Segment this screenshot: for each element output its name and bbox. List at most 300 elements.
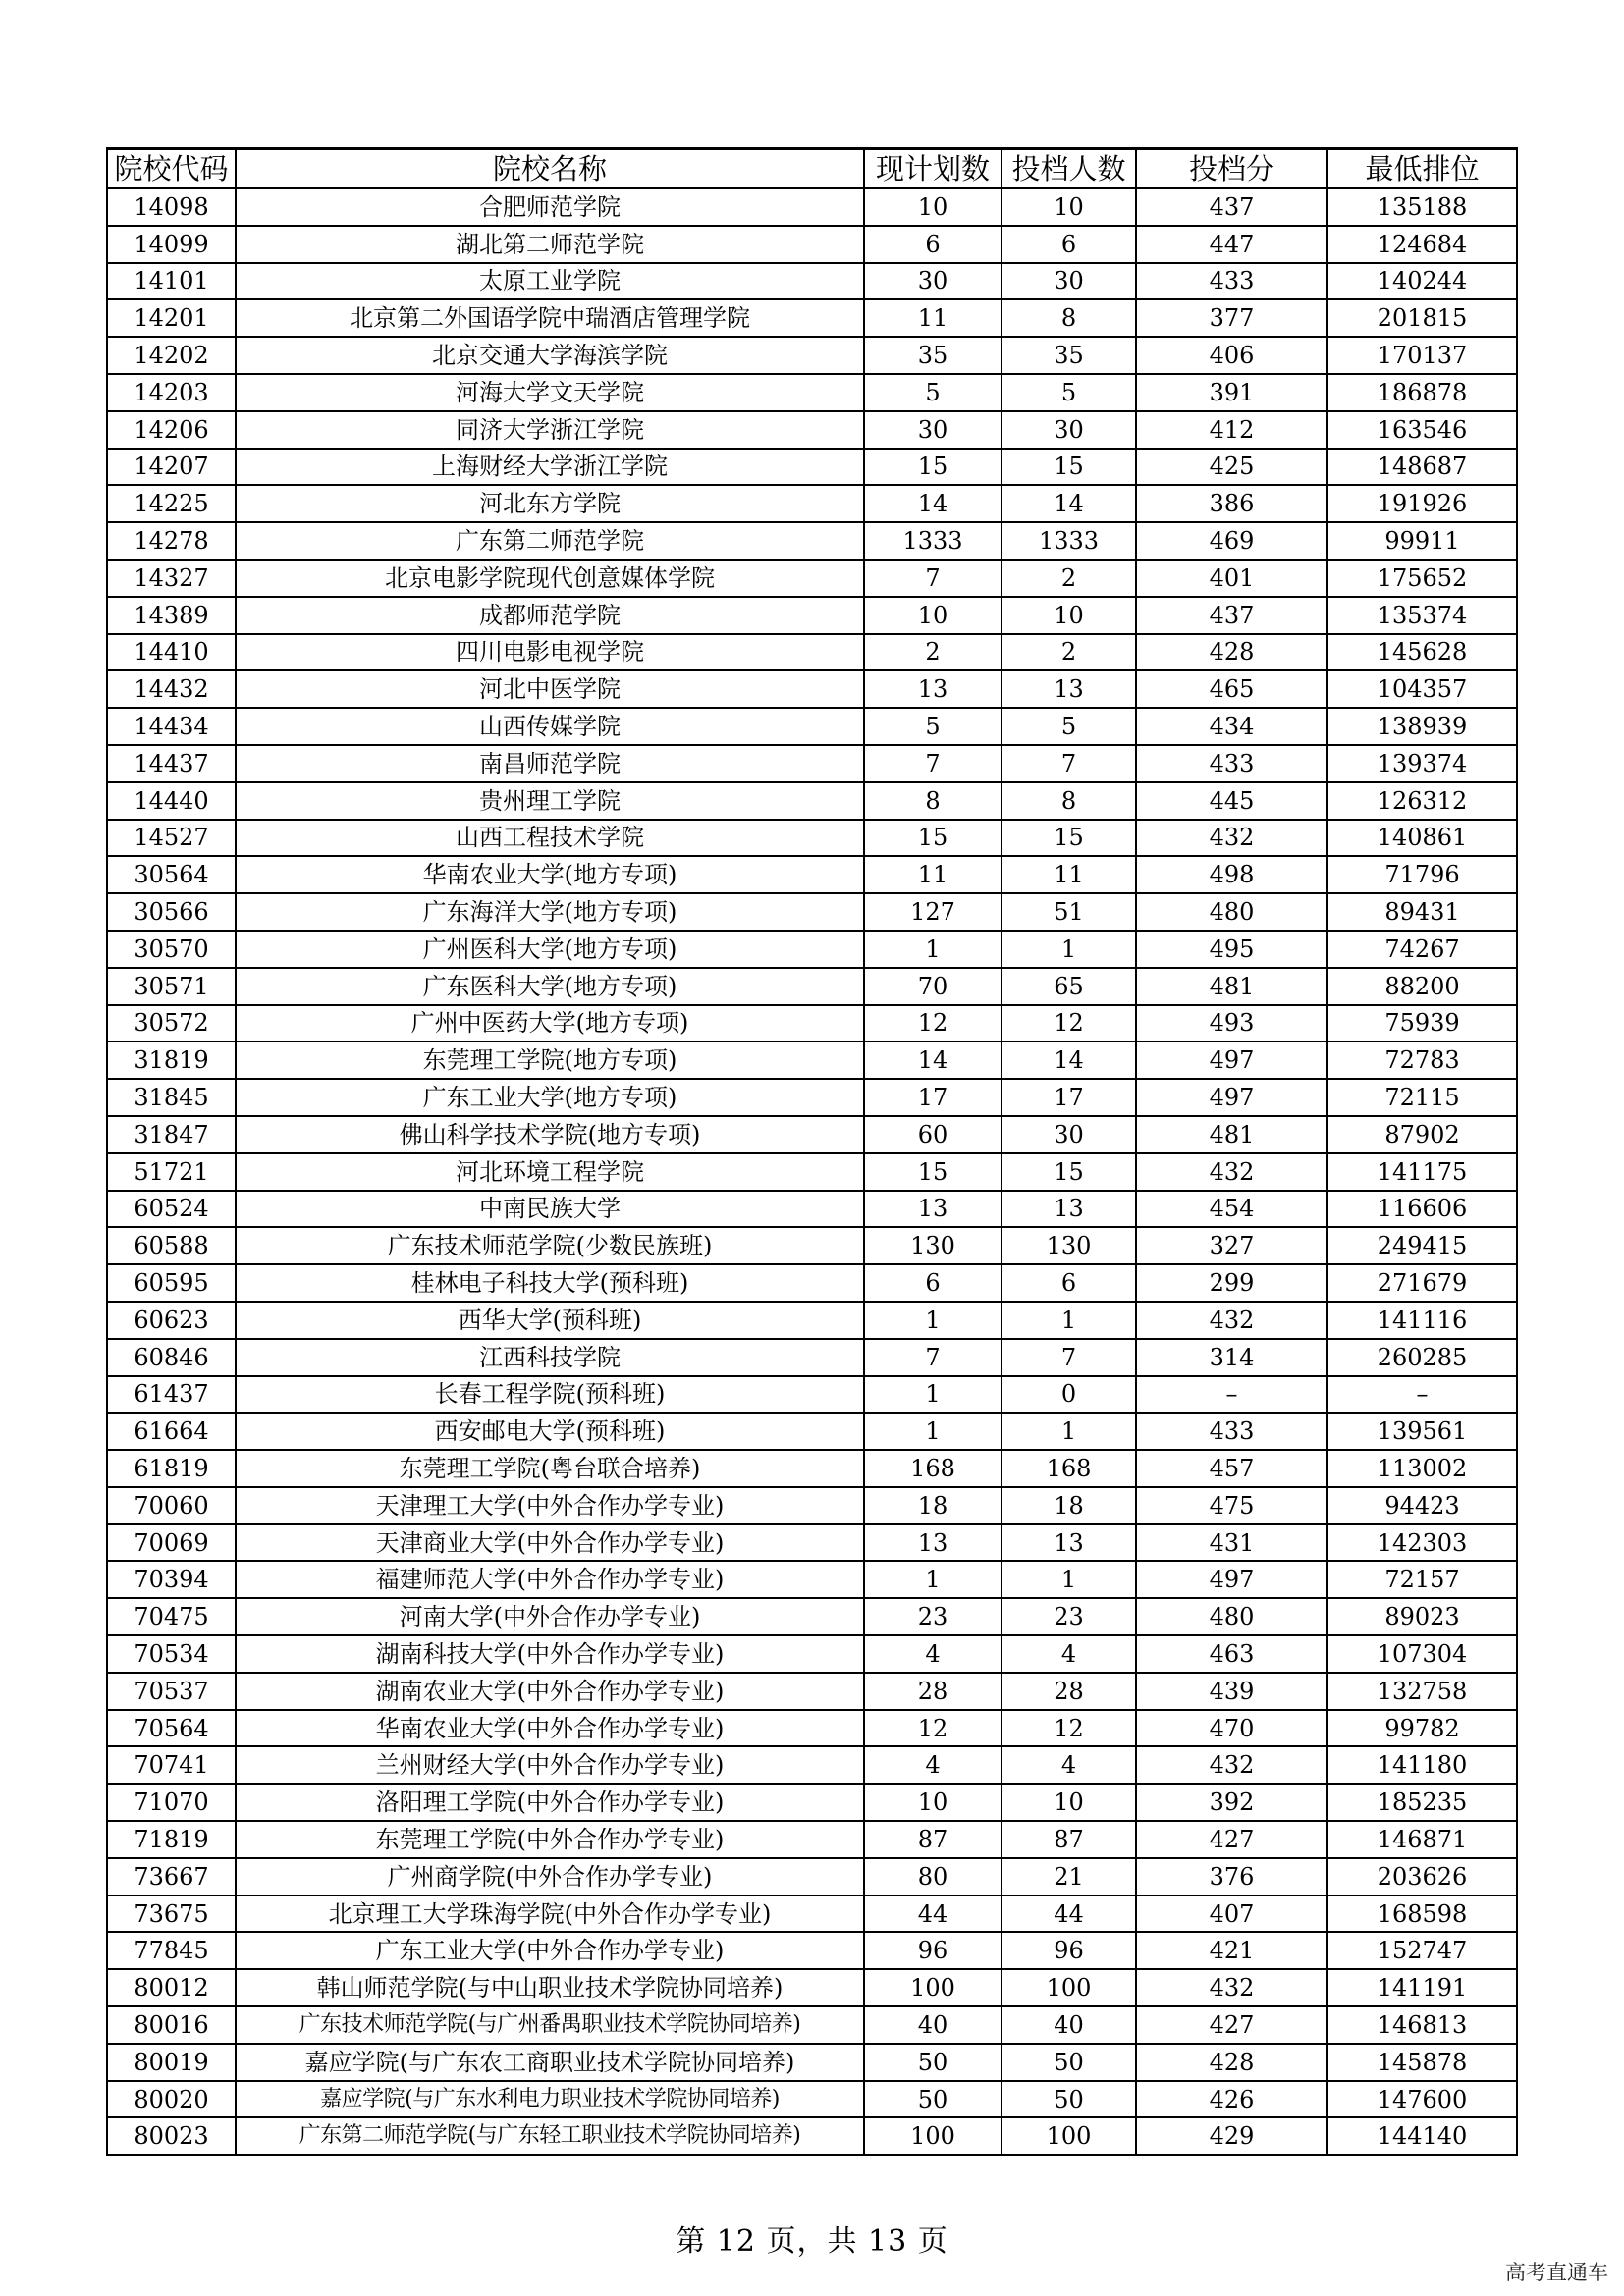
cell-score: 377 <box>1136 299 1327 337</box>
cell-rank: 203626 <box>1327 1858 1517 1896</box>
cell-score: 327 <box>1136 1227 1327 1264</box>
cell-rank: 139374 <box>1327 745 1517 782</box>
cell-admitted: 17 <box>1001 1079 1136 1116</box>
table-row <box>107 1079 1517 1116</box>
cell-name: 广东工业大学(中外合作办学专业) <box>236 1932 864 1969</box>
cell-rank: 132758 <box>1327 1673 1517 1710</box>
cell-code: 14099 <box>107 226 236 263</box>
cell-admitted: 130 <box>1001 1227 1136 1264</box>
cell-admitted: 5 <box>1001 708 1136 745</box>
cell-code: 14278 <box>107 522 236 560</box>
cell-rank: 260285 <box>1327 1339 1517 1376</box>
cell-code: 14225 <box>107 485 236 522</box>
cell-score: 480 <box>1136 1598 1327 1635</box>
cell-code: 70537 <box>107 1673 236 1710</box>
table-row <box>107 1561 1517 1598</box>
cell-admitted: 50 <box>1001 2044 1136 2081</box>
cell-name: 广州医科大学(地方专项) <box>236 931 864 968</box>
cell-code: 71819 <box>107 1821 236 1858</box>
cell-score: 425 <box>1136 449 1327 486</box>
cell-name: 河南大学(中外合作办学专业) <box>236 1598 864 1635</box>
cell-code: 30572 <box>107 1005 236 1042</box>
cell-score: 432 <box>1136 1746 1327 1784</box>
cell-plan: 100 <box>864 2117 1001 2155</box>
cell-rank: 271679 <box>1327 1264 1517 1302</box>
cell-name: 山西传媒学院 <box>236 708 864 745</box>
table-row <box>107 1673 1517 1710</box>
cell-code: 70741 <box>107 1746 236 1784</box>
cell-rank: 141175 <box>1327 1153 1517 1191</box>
cell-rank: 201815 <box>1327 299 1517 337</box>
cell-score: 481 <box>1136 1116 1327 1153</box>
cell-score: 431 <box>1136 1524 1327 1562</box>
cell-plan: 127 <box>864 893 1001 931</box>
cell-name: 山西工程技术学院 <box>236 820 864 857</box>
table-row <box>107 1376 1517 1414</box>
cell-plan: 11 <box>864 856 1001 893</box>
cell-admitted: 2 <box>1001 634 1136 671</box>
cell-code: 70394 <box>107 1561 236 1598</box>
cell-admitted: 12 <box>1001 1710 1136 1747</box>
cell-admitted: 40 <box>1001 2006 1136 2044</box>
table-row <box>107 1227 1517 1264</box>
cell-admitted: 13 <box>1001 1191 1136 1228</box>
cell-plan: 17 <box>864 1079 1001 1116</box>
table-row <box>107 1858 1517 1896</box>
cell-admitted: 6 <box>1001 1264 1136 1302</box>
cell-score: 376 <box>1136 1858 1327 1896</box>
cell-admitted: 65 <box>1001 968 1136 1005</box>
cell-score: 421 <box>1136 1932 1327 1969</box>
cell-rank: 71796 <box>1327 856 1517 893</box>
cell-rank: 124684 <box>1327 226 1517 263</box>
cell-admitted: 15 <box>1001 1153 1136 1191</box>
cell-score: 386 <box>1136 485 1327 522</box>
cell-admitted: 1 <box>1001 1302 1136 1339</box>
cell-rank: 72783 <box>1327 1041 1517 1079</box>
cell-plan: 1 <box>864 1302 1001 1339</box>
header-code: 院校代码 <box>107 149 236 189</box>
cell-name: 河北东方学院 <box>236 485 864 522</box>
cell-name: 广东医科大学(地方专项) <box>236 968 864 1005</box>
cell-plan: 50 <box>864 2044 1001 2081</box>
cell-rank: – <box>1327 1376 1517 1414</box>
cell-admitted: 23 <box>1001 1598 1136 1635</box>
cell-admitted: 8 <box>1001 299 1136 337</box>
cell-score: 437 <box>1136 188 1327 226</box>
cell-name: 中南民族大学 <box>236 1191 864 1228</box>
cell-score: 497 <box>1136 1561 1327 1598</box>
cell-rank: 99782 <box>1327 1710 1517 1747</box>
cell-admitted: 10 <box>1001 1784 1136 1821</box>
cell-rank: 142303 <box>1327 1524 1517 1562</box>
cell-plan: 30 <box>864 263 1001 300</box>
cell-code: 14410 <box>107 634 236 671</box>
cell-name: 广州中医药大学(地方专项) <box>236 1005 864 1042</box>
cell-plan: 12 <box>864 1710 1001 1747</box>
cell-score: 497 <box>1136 1041 1327 1079</box>
cell-rank: 191926 <box>1327 485 1517 522</box>
cell-score: 481 <box>1136 968 1327 1005</box>
cell-plan: 30 <box>864 411 1001 449</box>
cell-admitted: 168 <box>1001 1450 1136 1487</box>
cell-rank: 147600 <box>1327 2081 1517 2118</box>
cell-score: 434 <box>1136 708 1327 745</box>
table-row <box>107 522 1517 560</box>
table-row <box>107 1264 1517 1302</box>
cell-name: 华南农业大学(中外合作办学专业) <box>236 1710 864 1747</box>
cell-plan: 6 <box>864 1264 1001 1302</box>
cell-plan: 12 <box>864 1005 1001 1042</box>
cell-code: 31845 <box>107 1079 236 1116</box>
cell-name: 嘉应学院(与广东农工商职业技术学院协同培养) <box>236 2044 864 2081</box>
cell-rank: 146871 <box>1327 1821 1517 1858</box>
cell-score: 412 <box>1136 411 1327 449</box>
cell-admitted: 30 <box>1001 263 1136 300</box>
cell-score: 495 <box>1136 931 1327 968</box>
cell-rank: 185235 <box>1327 1784 1517 1821</box>
cell-admitted: 10 <box>1001 597 1136 634</box>
cell-rank: 74267 <box>1327 931 1517 968</box>
cell-rank: 141180 <box>1327 1746 1517 1784</box>
cell-name: 上海财经大学浙江学院 <box>236 449 864 486</box>
cell-plan: 15 <box>864 449 1001 486</box>
table-row <box>107 411 1517 449</box>
cell-code: 71070 <box>107 1784 236 1821</box>
table-row <box>107 1413 1517 1450</box>
cell-admitted: 2 <box>1001 560 1136 597</box>
cell-score: 433 <box>1136 263 1327 300</box>
cell-code: 31819 <box>107 1041 236 1079</box>
cell-plan: 28 <box>864 1673 1001 1710</box>
cell-admitted: 13 <box>1001 670 1136 708</box>
cell-code: 14527 <box>107 820 236 857</box>
cell-code: 14203 <box>107 374 236 411</box>
cell-plan: 18 <box>864 1487 1001 1524</box>
cell-rank: 144140 <box>1327 2117 1517 2155</box>
cell-admitted: 96 <box>1001 1932 1136 1969</box>
cell-plan: 5 <box>864 708 1001 745</box>
cell-code: 30570 <box>107 931 236 968</box>
cell-code: 14201 <box>107 299 236 337</box>
cell-admitted: 13 <box>1001 1524 1136 1562</box>
cell-name: 东莞理工学院(粤台联合培养) <box>236 1450 864 1487</box>
cell-name: 四川电影电视学院 <box>236 634 864 671</box>
cell-code: 14432 <box>107 670 236 708</box>
cell-plan: 7 <box>864 745 1001 782</box>
cell-rank: 163546 <box>1327 411 1517 449</box>
cell-name: 北京交通大学海滨学院 <box>236 337 864 374</box>
header-rank: 最低排位 <box>1327 149 1517 189</box>
cell-code: 80016 <box>107 2006 236 2044</box>
cell-admitted: 1 <box>1001 1413 1136 1450</box>
cell-plan: 10 <box>864 1784 1001 1821</box>
table-row <box>107 1450 1517 1487</box>
cell-rank: 168598 <box>1327 1896 1517 1933</box>
table-row <box>107 1487 1517 1524</box>
cell-name: 北京第二外国语学院中瑞酒店管理学院 <box>236 299 864 337</box>
cell-admitted: 4 <box>1001 1635 1136 1673</box>
cell-score: 480 <box>1136 893 1327 931</box>
cell-rank: 104357 <box>1327 670 1517 708</box>
cell-score: 392 <box>1136 1784 1327 1821</box>
cell-score: 433 <box>1136 1413 1327 1450</box>
cell-plan: 44 <box>864 1896 1001 1933</box>
table-row <box>107 1116 1517 1153</box>
cell-code: 30571 <box>107 968 236 1005</box>
cell-rank: 141116 <box>1327 1302 1517 1339</box>
cell-code: 60595 <box>107 1264 236 1302</box>
cell-admitted: 1 <box>1001 1561 1136 1598</box>
table-row <box>107 1896 1517 1933</box>
cell-admitted: 10 <box>1001 188 1136 226</box>
cell-rank: 99911 <box>1327 522 1517 560</box>
cell-score: 433 <box>1136 745 1327 782</box>
admission-table <box>106 147 1518 2156</box>
table-row <box>107 968 1517 1005</box>
cell-plan: 8 <box>864 782 1001 820</box>
cell-name: 河北环境工程学院 <box>236 1153 864 1191</box>
cell-score: 469 <box>1136 522 1327 560</box>
table-row <box>107 670 1517 708</box>
cell-name: 嘉应学院(与广东水利电力职业技术学院协同培养) <box>236 2081 864 2118</box>
cell-code: 60623 <box>107 1302 236 1339</box>
cell-rank: 170137 <box>1327 337 1517 374</box>
cell-name: 华南农业大学(地方专项) <box>236 856 864 893</box>
table-row <box>107 1339 1517 1376</box>
cell-plan: 40 <box>864 2006 1001 2044</box>
cell-admitted: 87 <box>1001 1821 1136 1858</box>
cell-score: 439 <box>1136 1673 1327 1710</box>
cell-name: 西华大学(预科班) <box>236 1302 864 1339</box>
cell-code: 70069 <box>107 1524 236 1562</box>
cell-admitted: 30 <box>1001 1116 1136 1153</box>
cell-admitted: 4 <box>1001 1746 1136 1784</box>
cell-name: 成都师范学院 <box>236 597 864 634</box>
cell-code: 14437 <box>107 745 236 782</box>
table-row <box>107 1932 1517 1969</box>
table-row <box>107 337 1517 374</box>
cell-plan: 70 <box>864 968 1001 1005</box>
cell-score: 427 <box>1136 2006 1327 2044</box>
cell-code: 80019 <box>107 2044 236 2081</box>
cell-score: 299 <box>1136 1264 1327 1302</box>
cell-name: 江西科技学院 <box>236 1339 864 1376</box>
cell-score: 432 <box>1136 1153 1327 1191</box>
table-row <box>107 226 1517 263</box>
cell-plan: 7 <box>864 1339 1001 1376</box>
table-row <box>107 1710 1517 1747</box>
cell-plan: 50 <box>864 2081 1001 2118</box>
cell-plan: 1 <box>864 1413 1001 1450</box>
table-row <box>107 2006 1517 2044</box>
table-row <box>107 1302 1517 1339</box>
cell-rank: 152747 <box>1327 1932 1517 1969</box>
cell-code: 60524 <box>107 1191 236 1228</box>
cell-admitted: 50 <box>1001 2081 1136 2118</box>
table-row <box>107 1598 1517 1635</box>
table-row <box>107 560 1517 597</box>
cell-rank: 72157 <box>1327 1561 1517 1598</box>
cell-admitted: 44 <box>1001 1896 1136 1933</box>
cell-plan: 23 <box>864 1598 1001 1635</box>
cell-name: 河海大学文天学院 <box>236 374 864 411</box>
cell-rank: 89431 <box>1327 893 1517 931</box>
cell-name: 北京理工大学珠海学院(中外合作办学专业) <box>236 1896 864 1933</box>
table-row <box>107 263 1517 300</box>
cell-plan: 1333 <box>864 522 1001 560</box>
cell-plan: 14 <box>864 1041 1001 1079</box>
cell-plan: 80 <box>864 1858 1001 1896</box>
cell-rank: 135374 <box>1327 597 1517 634</box>
cell-plan: 13 <box>864 670 1001 708</box>
cell-plan: 7 <box>864 560 1001 597</box>
cell-rank: 146813 <box>1327 2006 1517 2044</box>
cell-code: 70060 <box>107 1487 236 1524</box>
cell-score: 447 <box>1136 226 1327 263</box>
cell-name: 福建师范大学(中外合作办学专业) <box>236 1561 864 1598</box>
cell-admitted: 11 <box>1001 856 1136 893</box>
cell-admitted: 18 <box>1001 1487 1136 1524</box>
table-row <box>107 299 1517 337</box>
cell-rank: 175652 <box>1327 560 1517 597</box>
cell-admitted: 14 <box>1001 1041 1136 1079</box>
cell-code: 14389 <box>107 597 236 634</box>
cell-name: 太原工业学院 <box>236 263 864 300</box>
cell-code: 51721 <box>107 1153 236 1191</box>
cell-name: 广东海洋大学(地方专项) <box>236 893 864 931</box>
cell-code: 80023 <box>107 2117 236 2155</box>
cell-plan: 1 <box>864 1561 1001 1598</box>
cell-code: 61819 <box>107 1450 236 1487</box>
cell-plan: 10 <box>864 597 1001 634</box>
table-row <box>107 708 1517 745</box>
cell-name: 西安邮电大学(预科班) <box>236 1413 864 1450</box>
cell-score: 432 <box>1136 820 1327 857</box>
cell-admitted: 51 <box>1001 893 1136 931</box>
table-row <box>107 1005 1517 1042</box>
cell-rank: 138939 <box>1327 708 1517 745</box>
cell-name: 广州商学院(中外合作办学专业) <box>236 1858 864 1896</box>
cell-score: 475 <box>1136 1487 1327 1524</box>
cell-admitted: 6 <box>1001 226 1136 263</box>
table-row <box>107 782 1517 820</box>
cell-name: 河北中医学院 <box>236 670 864 708</box>
cell-code: 30564 <box>107 856 236 893</box>
cell-name: 广东技术师范学院(与广州番禺职业技术学院协同培养) <box>236 2006 864 2044</box>
cell-admitted: 7 <box>1001 745 1136 782</box>
table-row <box>107 1041 1517 1079</box>
table-row <box>107 856 1517 893</box>
cell-score: 401 <box>1136 560 1327 597</box>
cell-code: 73667 <box>107 1858 236 1896</box>
cell-name: 天津商业大学(中外合作办学专业) <box>236 1524 864 1562</box>
cell-code: 14206 <box>107 411 236 449</box>
cell-name: 湖南科技大学(中外合作办学专业) <box>236 1635 864 1673</box>
cell-admitted: 15 <box>1001 820 1136 857</box>
cell-rank: 75939 <box>1327 1005 1517 1042</box>
cell-plan: 96 <box>864 1932 1001 1969</box>
cell-name: 广东工业大学(地方专项) <box>236 1079 864 1116</box>
cell-code: 14440 <box>107 782 236 820</box>
cell-plan: 168 <box>864 1450 1001 1487</box>
cell-code: 70534 <box>107 1635 236 1673</box>
header-name: 院校名称 <box>236 149 864 189</box>
cell-score: 391 <box>1136 374 1327 411</box>
cell-score: – <box>1136 1376 1327 1414</box>
cell-rank: 249415 <box>1327 1227 1517 1264</box>
cell-plan: 4 <box>864 1746 1001 1784</box>
cell-code: 14434 <box>107 708 236 745</box>
header-score: 投档分 <box>1136 149 1327 189</box>
cell-code: 30566 <box>107 893 236 931</box>
cell-admitted: 12 <box>1001 1005 1136 1042</box>
cell-plan: 2 <box>864 634 1001 671</box>
cell-plan: 1 <box>864 931 1001 968</box>
cell-code: 70564 <box>107 1710 236 1747</box>
cell-code: 80020 <box>107 2081 236 2118</box>
table-row <box>107 2044 1517 2081</box>
cell-score: 498 <box>1136 856 1327 893</box>
cell-name: 南昌师范学院 <box>236 745 864 782</box>
cell-plan: 11 <box>864 299 1001 337</box>
cell-admitted: 5 <box>1001 374 1136 411</box>
cell-name: 广东技术师范学院(少数民族班) <box>236 1227 864 1264</box>
cell-plan: 4 <box>864 1635 1001 1673</box>
cell-plan: 10 <box>864 188 1001 226</box>
cell-score: 457 <box>1136 1450 1327 1487</box>
cell-code: 73675 <box>107 1896 236 1933</box>
cell-rank: 94423 <box>1327 1487 1517 1524</box>
cell-score: 497 <box>1136 1079 1327 1116</box>
table-row <box>107 1821 1517 1858</box>
cell-code: 14207 <box>107 449 236 486</box>
cell-rank: 87902 <box>1327 1116 1517 1153</box>
table-row <box>107 597 1517 634</box>
cell-code: 70475 <box>107 1598 236 1635</box>
table-row <box>107 1191 1517 1228</box>
cell-plan: 6 <box>864 226 1001 263</box>
cell-score: 437 <box>1136 597 1327 634</box>
cell-rank: 126312 <box>1327 782 1517 820</box>
cell-plan: 5 <box>864 374 1001 411</box>
table-row <box>107 820 1517 857</box>
cell-code: 14202 <box>107 337 236 374</box>
watermark: 高考直通车 <box>1505 2261 1608 2284</box>
cell-rank: 140244 <box>1327 263 1517 300</box>
table-row <box>107 188 1517 226</box>
cell-admitted: 7 <box>1001 1339 1136 1376</box>
table-row <box>107 745 1517 782</box>
cell-plan: 1 <box>864 1376 1001 1414</box>
cell-name: 湖南农业大学(中外合作办学专业) <box>236 1673 864 1710</box>
header-plan: 现计划数 <box>864 149 1001 189</box>
cell-rank: 139561 <box>1327 1413 1517 1450</box>
cell-name: 东莞理工学院(中外合作办学专业) <box>236 1821 864 1858</box>
cell-name: 洛阳理工学院(中外合作办学专业) <box>236 1784 864 1821</box>
cell-code: 77845 <box>107 1932 236 1969</box>
cell-code: 61664 <box>107 1413 236 1450</box>
table-row <box>107 893 1517 931</box>
cell-plan: 13 <box>864 1524 1001 1562</box>
table-row <box>107 1784 1517 1821</box>
table-row <box>107 2081 1517 2118</box>
cell-admitted: 21 <box>1001 1858 1136 1896</box>
cell-name: 湖北第二师范学院 <box>236 226 864 263</box>
cell-code: 31847 <box>107 1116 236 1153</box>
cell-code: 60588 <box>107 1227 236 1264</box>
cell-name: 同济大学浙江学院 <box>236 411 864 449</box>
